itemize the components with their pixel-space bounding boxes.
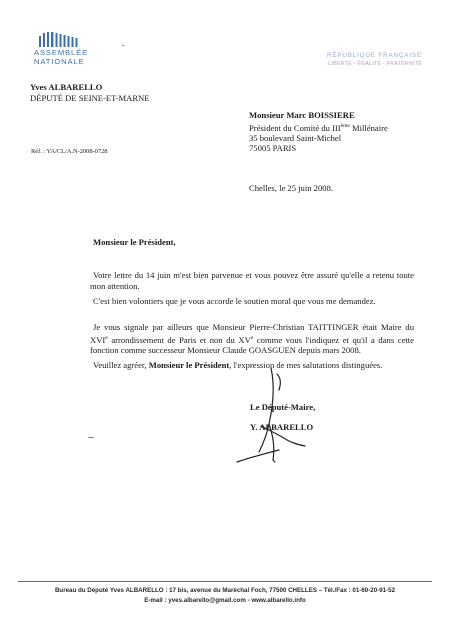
recipient-role-prefix: Président du Comité du III [249, 122, 341, 133]
p4-bold: Monsieur le Président [148, 360, 230, 370]
paragraph-2: C'est bien volontiers que je vous accorde le soutien moral que vous me demandez. [93, 296, 376, 306]
recipient-role-suffix: Millénaire [349, 122, 388, 133]
p4-part-a: Veuillez agréer, [93, 360, 149, 370]
scan-speck [88, 437, 94, 438]
p3-part-a: Je vous signale par ailleurs que Monsieur Pierre-Christian TAITTINGER était Maire du XVI [90, 322, 414, 345]
republic-line-1: RÉPUBLIQUE FRANÇAISE [326, 52, 422, 59]
logo-line-2: NATIONALE [34, 57, 85, 66]
recipient-block [249, 110, 388, 154]
handwritten-signature-icon [229, 366, 339, 466]
scan-speck [122, 45, 124, 46]
author-block [30, 82, 150, 103]
author-title: DÉPUTÉ DE SEINE-ET-MARNE [30, 92, 150, 103]
logo-text [34, 48, 94, 66]
logo-line-1: ASSEMBLÉE [34, 48, 89, 57]
p3-sup-1: e [105, 334, 108, 341]
recipient-city: 75005 PARIS [249, 143, 297, 154]
p4-part-c: , l'expression de mes salutations distinguées. [229, 360, 383, 370]
recipient-role [249, 121, 388, 133]
salutation: Monsieur le Président, [93, 237, 176, 247]
republic-line-2: LIBERTÉ - ÉGALITÉ - FRATERNITÉ [328, 61, 422, 67]
footer-divider [18, 581, 432, 582]
footer-contact: E-mail : yves.albarello@gmail.com - www.albarello.info [144, 597, 306, 604]
paragraph-3 [90, 322, 414, 356]
republic-motto [306, 52, 422, 68]
p3-part-c: comme vous l'indiquez et qu'il a dans cette fonction comme successeur Monsieur Claude GOASGUEN depuis mars 2008. [90, 334, 414, 356]
date-line: Chelles, le 25 juin 2008. [249, 183, 334, 193]
recipient-role-sup: ème [340, 122, 350, 129]
signature-name: Y. ALBARELLO [250, 422, 314, 432]
paragraph-1: Votre lettre du 14 juin m'est bien parvenue et vous pouvez être assuré qu'elle a retenu toute mon attention. [90, 270, 414, 291]
recipient-street: 35 boulevard Saint-Michel [249, 132, 342, 143]
reference: Réf. : YA/CL/A.N-2008-0728 [31, 148, 108, 155]
footer-address: Bureau du Député Yves ALBARELLO : 17 bis, avenue du Maréchal Foch, 77500 CHELLES – Tél./Fax : 01-60-20-91-52 [54, 587, 396, 594]
p3-sup-2: e [250, 334, 254, 341]
p3-part-b: arrondissement de Paris et non du XV [107, 334, 251, 345]
recipient-name: Monsieur Marc BOISSIERE [249, 110, 355, 120]
assemblee-nationale-emblem-icon [37, 30, 89, 48]
signature-title: Le Député-Maire, [250, 402, 316, 412]
author-name: Yves ALBARELLO [30, 82, 103, 92]
